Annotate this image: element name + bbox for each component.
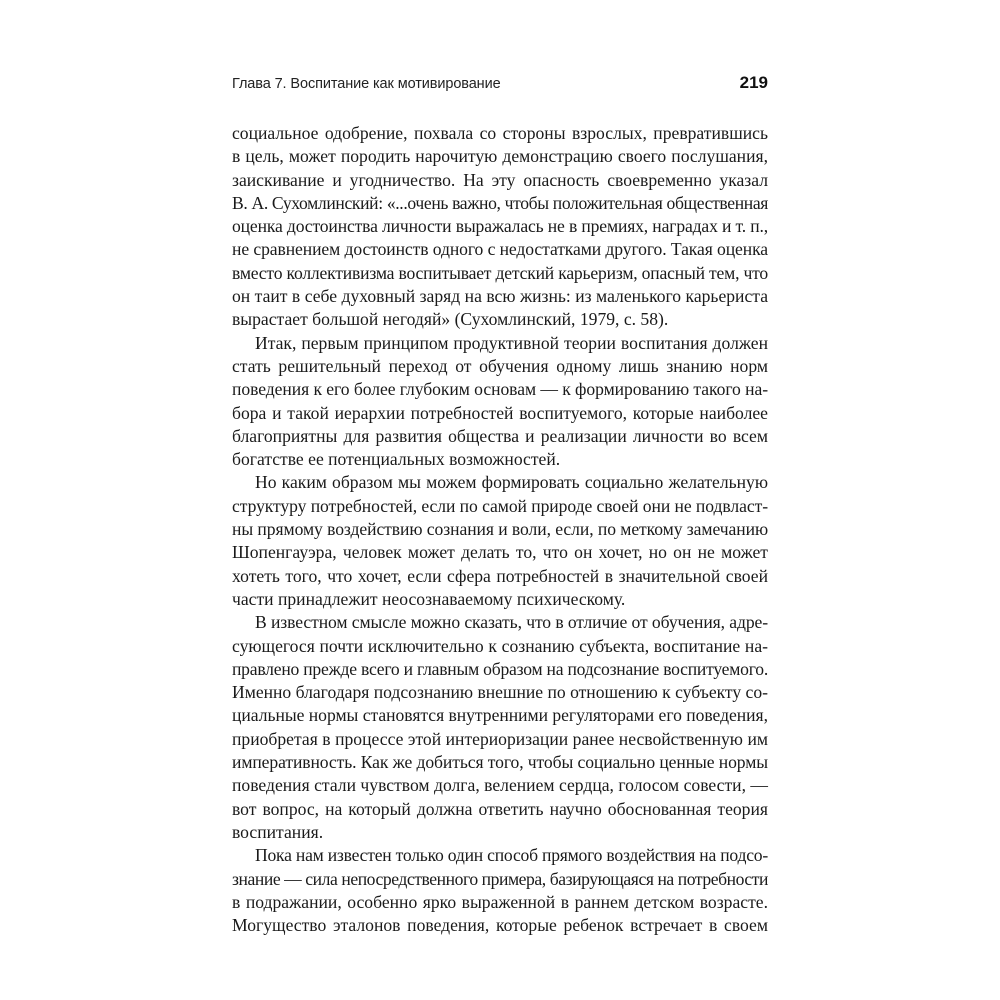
text-line: хотеть того, что хочет, если сфера потребностей в значительной своей	[232, 565, 768, 586]
text-line: правлено прежде всего и главным образом на подсознание воспитуемого.	[232, 658, 769, 679]
text-line: в подражании, особенно ярко выраженной в раннем детском возрасте.	[232, 891, 768, 912]
text-line: воспитания.	[232, 821, 324, 842]
paragraph	[232, 122, 768, 332]
text-line: приобретая в процессе этой интериоризации ранее несвойственную им	[232, 728, 768, 749]
text-line: Шопенгауэра, человек может делать то, что он хочет, но он не может	[232, 542, 768, 563]
text-line: он таит в себе духовный заряд на всю жизнь: из маленького карьериста	[232, 286, 768, 307]
text-line: социальное одобрение, похвала со стороны взрослых, превратившись	[232, 123, 768, 143]
text-line: благоприятны для развития общества и реализации личности во всем	[232, 425, 768, 446]
text-line: стать решительный переход от обучения одному лишь знанию норм	[232, 355, 768, 376]
text-line: В известном смысле можно сказать, что в отличие от обучения, адре-	[255, 612, 768, 633]
text-line: Итак, первым принципом продуктивной теории воспитания должен	[255, 332, 768, 353]
text-line: поведения к его более глубоким основам — к формированию такого на-	[232, 379, 769, 400]
text-line: заискивание и угодничество. На эту опасность своевременно указал	[232, 169, 768, 190]
text-line: вместо коллективизма воспитывает детский карьеризм, опасный тем, что	[232, 262, 769, 283]
text-line: оценка достоинства личности выражалась не в премиях, наградах и т. п.,	[232, 216, 769, 237]
text-line: части принадлежит неосознаваемому психическому.	[232, 588, 626, 609]
text-line: Но каким образом мы можем формировать социально желательную	[255, 472, 768, 493]
paragraph	[232, 844, 768, 937]
text-line: циальные нормы становятся внутренними регуляторами его поведения,	[232, 705, 768, 726]
text-line: Именно благодаря подсознанию внешние по отношению к субъекту со-	[232, 682, 768, 703]
text-line: в цель, может породить нарочитую демонстрацию своего послушания,	[232, 146, 768, 167]
text-line: знание — сила непосредственного примера, базирующаяся на потребности	[232, 868, 769, 889]
text-line: сующегося почти исключительно к сознанию субъекта, воспитание на-	[232, 635, 768, 656]
text-line: Могущество эталонов поведения, которые ребенок встречает в своем	[232, 915, 768, 936]
text-line: структуру потребностей, если по самой природе своей они не подвласт-	[232, 495, 768, 516]
text-line: Пока нам известен только один способ прямого воздействия на подсо-	[255, 845, 768, 866]
text-line: богатстве ее потенциальных возможностей.	[232, 449, 561, 470]
text-line: вот вопрос, на который должна ответить научно обоснованная теория	[232, 798, 768, 819]
running-head	[232, 73, 768, 99]
body-text	[232, 122, 768, 937]
running-title: Глава 7. Воспитание как мотивирование	[232, 76, 501, 92]
text-line: ны прямому воздействию сознания и воли, если, по меткому замечанию	[232, 519, 769, 540]
paragraph	[232, 611, 768, 844]
text-line: бора и такой иерархии потребностей воспитуемого, которые наиболее	[232, 402, 768, 423]
paragraph	[232, 332, 768, 472]
text-line: вырастает большой негодяй» (Сухомлинский, 1979, с. 58).	[232, 309, 669, 330]
text-line: поведения стали чувством долга, велением сердца, голосом совести, —	[232, 775, 768, 796]
paragraph	[232, 471, 768, 611]
text-line: В. А. Сухомлинский: «...очень важно, чтобы положительная общественная	[232, 192, 769, 213]
page-number: 219	[739, 73, 768, 92]
text-line: не сравнением достоинств одного с недостатками другого. Такая оценка	[232, 239, 768, 260]
text-line: императивность. Как же добиться того, чтобы социально ценные нормы	[232, 752, 768, 773]
